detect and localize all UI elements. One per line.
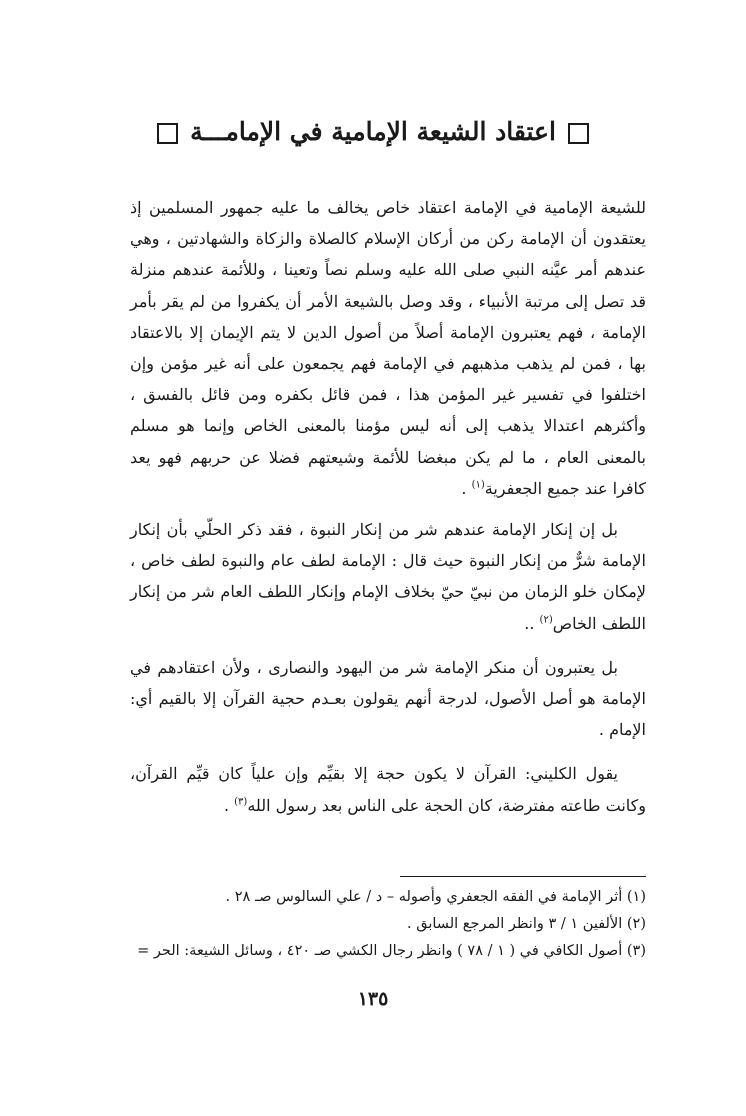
paragraph: بل يعتبرون أن منكر الإمامة شر من اليهود والنصارى ، ولأن اعتقادهم في الإمامة هو أصل الأصول، لدرجة أنهم يقولون بعـدم حجية القرآن إلا بالقيم أي: الإمام . <box>130 657 646 740</box>
square-ornament-icon <box>568 123 589 144</box>
footnote-divider <box>400 876 646 877</box>
paragraph: يقول الكليني: القرآن لا يكون حجة إلا بقيِّم وإن علياً كان قيِّم القرآن، وكانت طاعته مفترضة، كان الحجة على الناس بعد رسول الله$^{(٣)}$ . <box>130 764 646 815</box>
paragraph: بل إن إنكار الإمامة عندهم شر من إنكار النبوة ، فقد ذكر الحلّي بأن إنكار الإمامة شرٌّ من إنكار النبوة حيث قال : الإمامة لطف عام والنبوة لطف خاص ، لإمكان خلو الزمان من نبيّ حيّ بخلاف الإمام وإنكار اللطف العام شر من إنكار اللطف الخاص$^{(٢)}$ .. <box>130 520 646 633</box>
paragraph: للشيعة الإمامية في الإمامة اعتقاد خاص يخالف ما عليه جمهور المسلمين إذ يعتقدون أن الإمامة ركن من أركان الإسلام كالصلاة والزكاة والشهادتين ، وهي عندهم أمر عيَّنه النبي صلى الله عليه وسلم نصاً وتعينا ، وللأئمة عندهم منزلة قد تصل إلى مرتبة الأنبياء ، وقد وصل بالشيعة الأمر أن يكفروا من لم يقر بأمر الإمامة ، فهم يعتبرون الإمامة أصلاً من أصول الدين لا يتم الإيمان إلا بالاعتقاد بها ، فمن لم يذهب مذهبهم في الإمامة فهم يجمعون على أنه غير مؤمن وإن اختلفوا في تفسير غير المؤمن هذا ، فمن قائل بكفره ومن قائل بالفسق ، وأكثرهم اعتدالا يذهب إلى أنه ليس مؤمنا بالمعنى الخاص وإنما هو مسلم بالمعنى العام ، ما لم يكن مبغضا للأئمة وشيعتهم فضلا عن حربهم فهو يعد كافرا عند جميع الجعفرية$^{(١)}$ . <box>130 198 647 498</box>
chapter-title: اعتقاد الشيعة الإمامية في الإمامـــة <box>190 117 556 146</box>
footnote: (٢) الألفين ١ / ٣ وانظر المرجع السابق . <box>407 916 646 932</box>
page-number: ١٣٥ <box>357 988 389 1010</box>
footnote: (١) أثر الإمامة في الفقه الجعفري وأصوله – د / علي السالوس صـ ٢٨ . <box>225 889 646 905</box>
footnote-marker: (٣) <box>234 796 248 808</box>
footnote: (٣) أصول الكافي في ( ١ / ٧٨ ) وانظر رجال الكشي صـ ٤٢٠ ، وسائل الشيعة: الحر = <box>137 943 646 959</box>
footnote-marker: (٢) <box>539 614 553 626</box>
footnote-marker: (١) <box>471 479 485 491</box>
body-text <box>130 192 646 821</box>
chapter-heading <box>0 112 746 152</box>
footnotes <box>130 884 646 965</box>
square-ornament-icon <box>157 123 178 144</box>
